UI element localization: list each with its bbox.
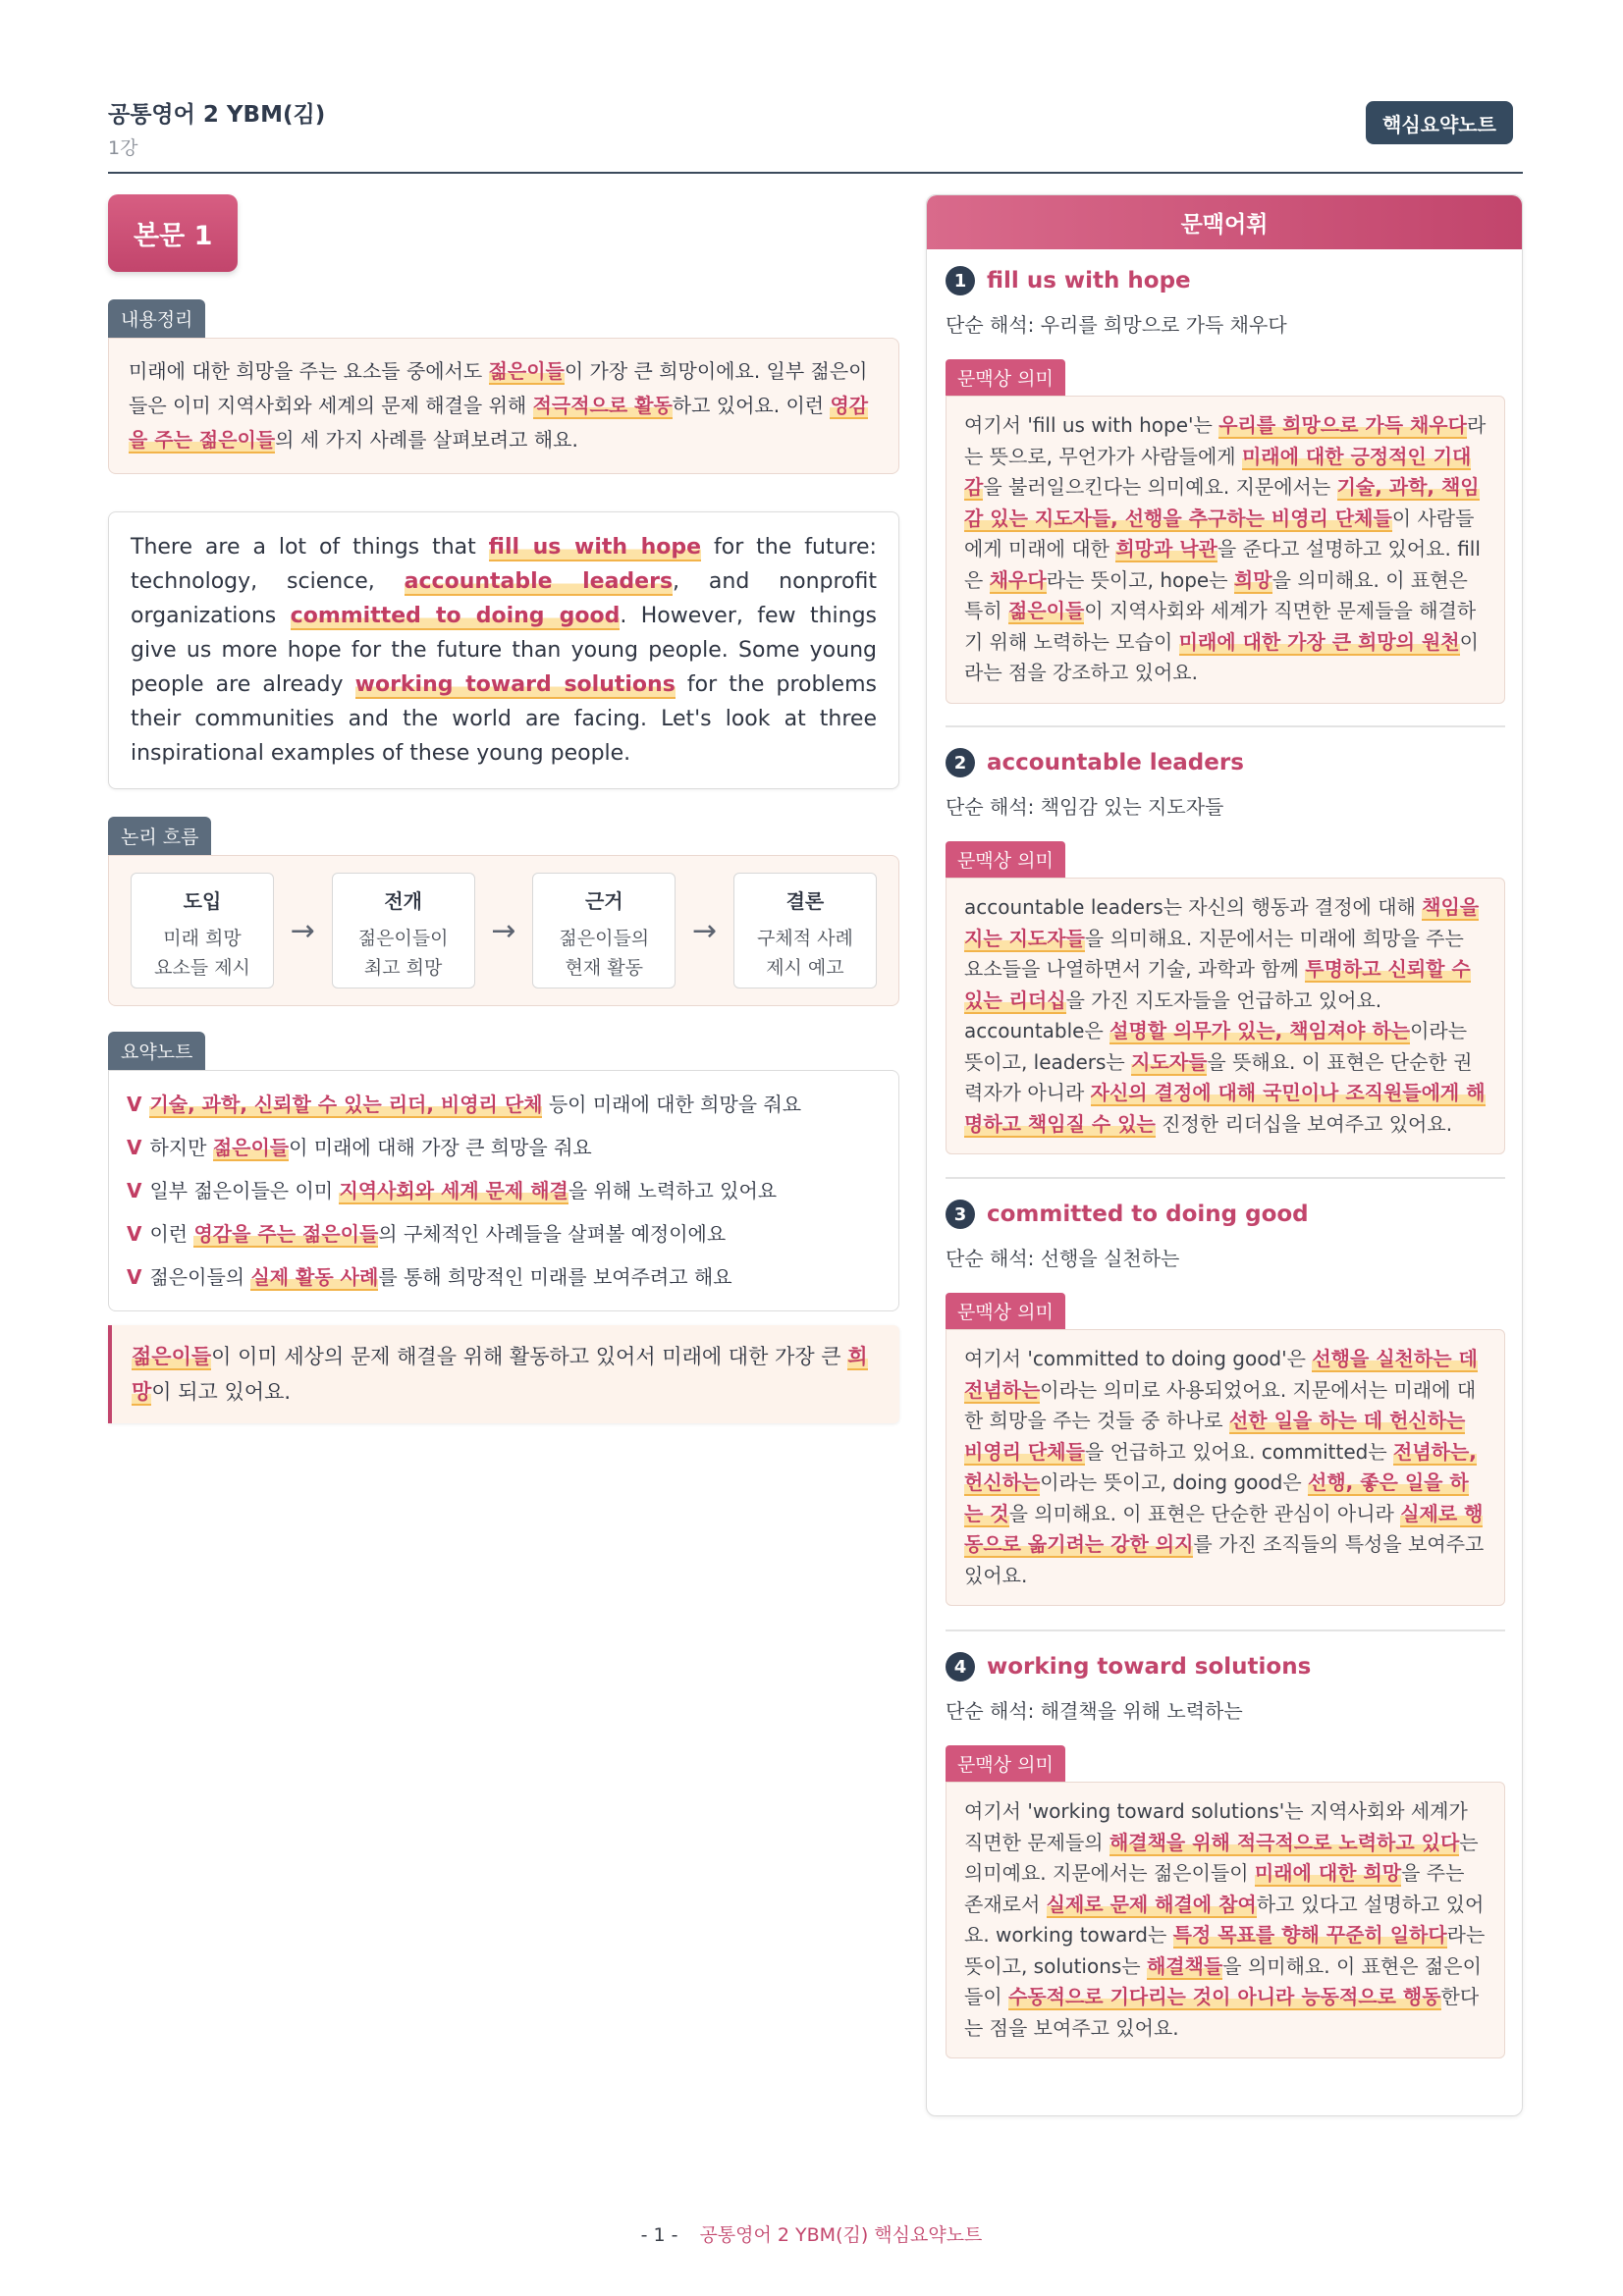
highlight: 선행, 좋은 일을 하는 것 xyxy=(964,1470,1469,1525)
summary-note-badge: 핵심요약노트 xyxy=(1366,101,1513,144)
list-item: V 기술, 과학, 신뢰할 수 있는 리더, 비영리 단체 등이 미래에 대한 희망을 줘요 xyxy=(127,1093,802,1116)
highlight: 적극적으로 활동 xyxy=(532,394,673,417)
header-divider xyxy=(108,172,1523,174)
footer-title: 공통영어 2 YBM(김) 핵심요약노트 xyxy=(699,2224,983,2246)
context-meaning-text: 여기서 'fill us with hope'는 우리를 희망으로 가득 채우다라는 뜻으로, 무언가가 사람들에게 미래에 대한 긍정적인 기대감을 불러일으킨다는 의미예요. 지문에서는 기술, 과학, 책임감 있는 지도자들, 선행을 추구하는 비영리 단체들이 사람들에게 미래에 대한 희망과 낙관을 준다고 설명하고 있어요. fill은 채우다라는 뜻이고, hope는 희망을 의미해요. 이 표현은 특히 젊은이들이 지역사회와 세계가 직면한 문제들을 해결하기 위해 노력하는 모습이 미래에 대한 가장 큰 희망의 원천이라는 점을 강조하고 있어요. xyxy=(946,396,1505,704)
context-meaning-text: 여기서 'committed to doing good'은 선행을 실천하는 데 전념하는이라는 의미로 사용되었어요. 지문에서는 미래에 대한 희망을 주는 것들 중 하나로 선한 일을 하는 데 헌신하는 비영리 단체들을 언급하고 있어요. committed는 전념하는, 헌신하는이라는 뜻이고, doing good은 선행, 좋은 일을 하는 것을 의미해요. 이 표현은 단순한 관심이 아니라 실제로 행동으로 옮기려는 강한 의지를 가진 조직들의 특성을 보여주고 있어요. xyxy=(946,1329,1505,1606)
flow-step: 전개 젊은이들이 최고 희망 xyxy=(332,873,475,988)
highlight: 희망 xyxy=(1233,567,1272,592)
vocab-panel xyxy=(926,194,1523,2116)
context-meaning-text: accountable leaders는 자신의 행동과 결정에 대해 책임을 지는 지도자들을 의미해요. 지문에서는 미래에 희망을 주는 요소들을 나열하면서 기술, 과학과 함께 투명하고 신뢰할 수 있는 리더십을 가진 지도자들을 언급하고 있어요. accountable은 설명할 의무가 있는, 책임져야 하는이라는 뜻이고, leaders는 지도자들을 뜻해요. 이 표현은 단순한 권력자가 아니라 자신의 결정에 대해 국민이나 조직원들에게 해명하고 책임질 수 있는 진정한 리더십을 보여주고 있어요. xyxy=(946,878,1505,1154)
highlight: 선행을 실천하는 데 전념하는 xyxy=(964,1347,1478,1402)
highlight: 기술, 과학, 책임감 있는 지도자들, 선행을 추구하는 비영리 단체들 xyxy=(964,475,1480,530)
document-title: 공통영어 2 YBM(김) xyxy=(108,102,326,128)
highlight: 영감을 주는 젊은이들 xyxy=(129,394,869,452)
vocab-term: working toward solutions xyxy=(987,1654,1312,1680)
number-badge: 3 xyxy=(946,1200,975,1229)
left-column xyxy=(108,194,899,1423)
vocab-entry xyxy=(946,1200,1505,1606)
highlight: 실제로 문제 해결에 참여 xyxy=(1046,1892,1257,1916)
page-number: - 1 - xyxy=(640,2224,678,2246)
flow-step: 도입 미래 희망 요소들 제시 xyxy=(131,873,274,988)
check-icon: V xyxy=(127,1093,142,1116)
highlight: 선한 일을 하는 데 헌신하는 비영리 단체들 xyxy=(964,1409,1466,1464)
section-title: 본문 1 xyxy=(108,194,238,272)
highlight: 전념하는, 헌신하는 xyxy=(964,1439,1477,1494)
summary-note-label: 요약노트 xyxy=(108,1032,205,1070)
flow-step: 근거 젊은이들의 현재 활동 xyxy=(532,873,676,988)
arrow-right-icon: → xyxy=(491,913,516,948)
highlight: 설명할 의무가 있는, 책임져야 하는 xyxy=(1109,1019,1411,1042)
vocab-term: accountable leaders xyxy=(987,750,1244,775)
highlight: 지역사회와 세계 문제 해결 xyxy=(339,1179,568,1202)
highlight: 해결책을 위해 적극적으로 노력하고 있다 xyxy=(1109,1830,1460,1854)
highlight: 투명하고 신뢰할 수 있는 리더십 xyxy=(964,957,1471,1012)
number-badge: 2 xyxy=(946,748,975,777)
highlight: 젊은이들 xyxy=(212,1136,290,1159)
simple-meaning: 단순 해석: 선행을 실천하는 xyxy=(946,1247,1180,1270)
lesson-label: 1강 xyxy=(108,137,138,159)
highlight: 젊은이들 xyxy=(132,1345,212,1368)
vocab-term: committed to doing good xyxy=(987,1201,1309,1227)
vocab-entry xyxy=(946,748,1505,1154)
highlight: 자신의 결정에 대해 국민이나 조직원들에게 해명하고 책임질 수 있는 xyxy=(964,1081,1486,1136)
highlight: working toward solutions xyxy=(354,672,676,697)
highlight: 실제 활동 사례 xyxy=(250,1265,379,1289)
divider xyxy=(946,1177,1505,1179)
core-message: 젊은이들이 이미 세상의 문제 해결을 위해 활동하고 있어서 미래에 대한 가장 큰 희망이 되고 있어요. xyxy=(108,1325,899,1423)
logic-flow xyxy=(108,855,899,1006)
content-summary-label: 내용정리 xyxy=(108,299,205,338)
arrow-right-icon: → xyxy=(692,913,718,948)
check-icon: V xyxy=(127,1222,142,1246)
highlight: 지도자들 xyxy=(1131,1049,1208,1074)
list-item: V 젊은이들의 실제 활동 사례를 통해 희망적인 미래를 보여주려고 해요 xyxy=(127,1265,732,1289)
highlight: 미래에 대한 가장 큰 희망의 원천 xyxy=(1178,629,1460,654)
context-meaning-label: 문맥상 의미 xyxy=(946,359,1065,396)
list-item: V 하지만 젊은이들이 미래에 대해 가장 큰 희망을 줘요 xyxy=(127,1136,592,1159)
divider xyxy=(946,725,1505,727)
number-badge: 4 xyxy=(946,1652,975,1682)
logic-flow-section xyxy=(108,817,899,1006)
arrow-right-icon: → xyxy=(290,913,315,948)
highlight: fill us with hope xyxy=(488,535,702,560)
page-footer xyxy=(0,2220,1623,2247)
highlight: 젊은이들 xyxy=(1008,599,1085,622)
highlight: 실제로 행동으로 옮기려는 강한 의지 xyxy=(964,1501,1484,1556)
check-icon: V xyxy=(127,1265,142,1289)
passage-text: There are a lot of things that fill us with hope for the future: technology, science, accountable leaders, and nonprofit organizations committed to doing good. However, few things give us more hope for the future than young people. Some young people are already working toward solutions for the problems their communities and the world are facing. Let's look at three inspirational examples of these young people. xyxy=(108,511,899,789)
highlight: 젊은이들 xyxy=(488,359,565,383)
highlight: 기술, 과학, 신뢰할 수 있는 리더, 비영리 단체 xyxy=(149,1093,543,1116)
simple-meaning: 단순 해석: 우리를 희망으로 가득 채우다 xyxy=(946,313,1287,337)
divider xyxy=(946,1629,1505,1631)
highlight: 우리를 희망으로 가득 채우다 xyxy=(1218,413,1467,437)
vocab-panel-title: 문맥어휘 xyxy=(927,195,1522,249)
context-meaning-label: 문맥상 의미 xyxy=(946,1745,1065,1782)
check-icon: V xyxy=(127,1179,142,1202)
simple-meaning: 단순 해석: 책임감 있는 지도자들 xyxy=(946,795,1224,819)
highlight: accountable leaders xyxy=(404,569,674,594)
content-summary-text: 미래에 대한 희망을 주는 요소들 중에서도 젊은이들이 가장 큰 희망이에요. 일부 젊은이들은 이미 지역사회와 세계의 문제 해결을 위해 적극적으로 활동하고 있어요. 이런 영감을 주는 젊은이들의 세 가지 사례를 살펴보려고 해요. xyxy=(108,338,899,474)
summary-note-section xyxy=(108,1032,899,1311)
highlight: 수동적으로 기다리는 것이 아니라 능동적으로 행동 xyxy=(1008,1985,1441,2008)
simple-meaning: 단순 해석: 해결책을 위해 노력하는 xyxy=(946,1699,1243,1723)
summary-note-list xyxy=(108,1070,899,1311)
vocab-entry xyxy=(946,266,1505,704)
highlight: 특정 목표를 향해 꾸준히 일하다 xyxy=(1172,1923,1447,1947)
highlight: committed to doing good xyxy=(290,604,621,628)
highlight: 미래에 대한 희망 xyxy=(1254,1861,1402,1885)
logic-flow-label: 논리 흐름 xyxy=(108,817,211,855)
vocab-entry xyxy=(946,1652,1505,2058)
highlight: 해결책들 xyxy=(1146,1953,1223,1978)
highlight: 책임을 지는 지도자들 xyxy=(964,895,1480,950)
flow-step: 결론 구체적 사례 제시 예고 xyxy=(733,873,877,988)
vocab-term: fill us with hope xyxy=(987,268,1191,294)
highlight: 희망과 낙관 xyxy=(1115,537,1217,561)
context-meaning-text: 여기서 'working toward solutions'는 지역사회와 세계가 직면한 문제들의 해결책을 위해 적극적으로 노력하고 있다는 의미예요. 지문에서는 젊은이들이 미래에 대한 희망을 주는 존재로서 실제로 문제 해결에 참여하고 있다고 설명하고 있어요. working toward는 특정 목표를 향해 꾸준히 일하다라는 뜻이고, solutions는 해결책들을 의미해요. 이 표현은 젊은이들이 수동적으로 기다리는 것이 아니라 능동적으로 행동한다는 점을 보여주고 있어요. xyxy=(946,1782,1505,2058)
number-badge: 1 xyxy=(946,266,975,295)
list-item: V 일부 젊은이들은 이미 지역사회와 세계 문제 해결을 위해 노력하고 있어요 xyxy=(127,1179,778,1202)
context-meaning-label: 문맥상 의미 xyxy=(946,1293,1065,1329)
content-summary-section xyxy=(108,299,899,474)
list-item: V 이런 영감을 주는 젊은이들의 구체적인 사례들을 살펴볼 예정이에요 xyxy=(127,1222,727,1246)
highlight: 미래에 대한 긍정적인 기대감 xyxy=(964,444,1472,499)
context-meaning-label: 문맥상 의미 xyxy=(946,841,1065,878)
check-icon: V xyxy=(127,1136,142,1159)
highlight: 영감을 주는 젊은이들 xyxy=(193,1222,379,1246)
highlight: 희망 xyxy=(132,1345,868,1404)
highlight: 채우다 xyxy=(989,567,1047,592)
